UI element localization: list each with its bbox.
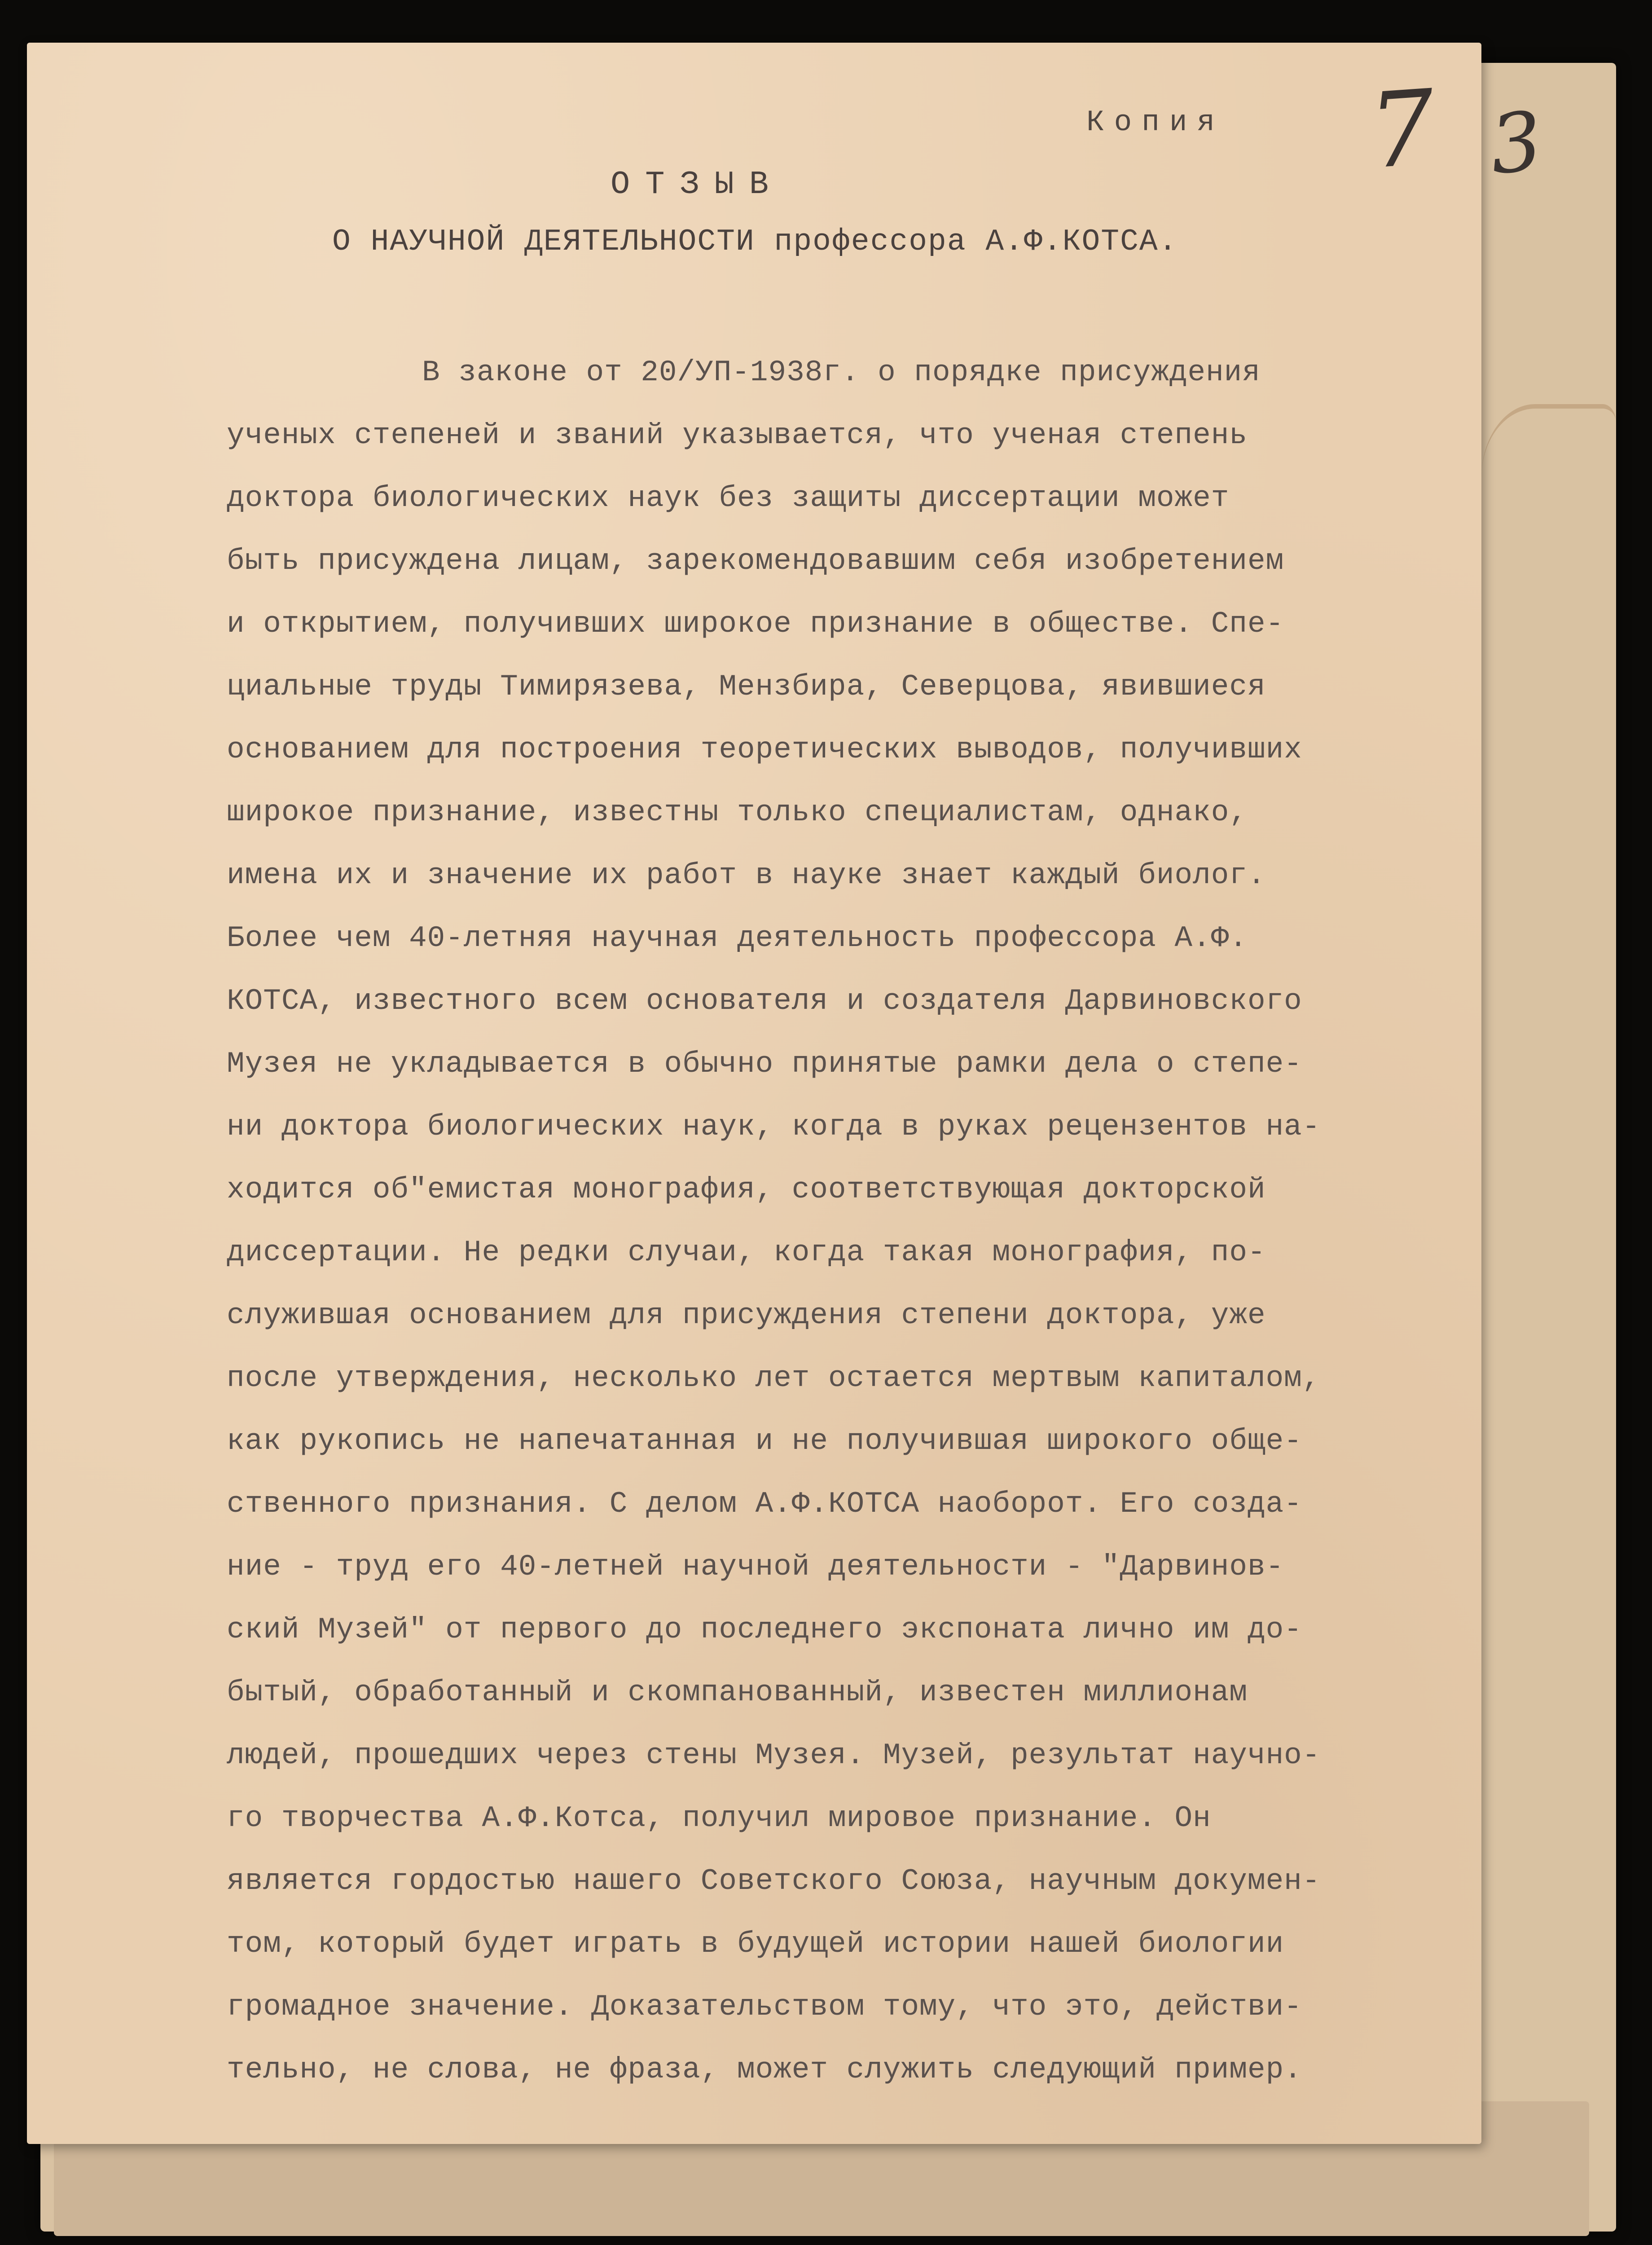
- body-line: КОТСА, известного всем основателя и создателя Дарвиновского: [227, 984, 1302, 1018]
- handwritten-page-number-secondary: 3: [1485, 94, 1547, 193]
- body-line: ственного признания. С делом А.Ф.КОТСА наоборот. Его созда-: [227, 1487, 1302, 1521]
- body-line: го творчества А.Ф.Котса, получил мировое признание. Он: [227, 1801, 1211, 1835]
- body-line: быть присуждена лицам, зарекомендовавшим себя изобретением: [227, 544, 1284, 578]
- copy-mark: Копия: [1086, 106, 1225, 139]
- body-line: циальные труды Тимирязева, Мензбира, Северцова, явившиеся: [227, 670, 1266, 704]
- body-line: ние - труд его 40-летней научной деятельности - "Дарвинов-: [227, 1550, 1284, 1584]
- body-line: ский Музей" от первого до последнего экспоната лично им до-: [227, 1613, 1302, 1646]
- body-line: ходится об"емистая монография, соответствующая докторской: [227, 1173, 1266, 1206]
- body-line: служившая основанием для присуждения степени доктора, уже: [227, 1299, 1266, 1332]
- paper-stain: [1481, 404, 1616, 588]
- body-line: бытый, обработанный и скомпанованный, известен миллионам: [227, 1676, 1248, 1709]
- handwritten-page-number: 7: [1365, 68, 1439, 192]
- body-line: людей, прошедших через стены Музея. Музей, результат научно-: [227, 1739, 1321, 1772]
- body-line: доктора биологических наук без защиты диссертации может: [227, 481, 1230, 515]
- body-line: В законе от 20/УП-1938г. о порядке присуждения: [422, 356, 1261, 389]
- body-line: как рукопись не напечатанная и не получившая широкого обще-: [227, 1424, 1302, 1458]
- body-line: основанием для построения теоретических выводов, получивших: [227, 733, 1302, 766]
- document-body: [227, 341, 1448, 2101]
- body-line: и открытием, получивших широкое признание в обществе. Спе-: [227, 607, 1284, 641]
- body-line: ни доктора биологических наук, когда в руках рецензентов на-: [227, 1110, 1321, 1144]
- body-line: после утверждения, несколько лет остается мертвым капиталом,: [227, 1361, 1321, 1395]
- body-line: Более чем 40-летняя научная деятельность профессора А.Ф.: [227, 921, 1248, 955]
- body-line: тельно, не слова, не фраза, может служить следующий пример.: [227, 2053, 1302, 2087]
- body-line: широкое признание, известны только специалистам, однако,: [227, 796, 1248, 829]
- body-line: Музея не укладывается в обычно принятые рамки дела о степе-: [227, 1047, 1302, 1081]
- body-line: имена их и значение их работ в науке знает каждый биолог.: [227, 858, 1266, 892]
- document-subtitle: О НАУЧНОЙ ДЕЯТЕЛЬНОСТИ профессора А.Ф.КОТСА.: [332, 224, 1178, 259]
- body-line: громадное значение. Доказательством тому, что это, действи-: [227, 1990, 1302, 2024]
- body-line: том, который будет играть в будущей истории нашей биологии: [227, 1927, 1284, 1961]
- body-line: ученых степеней и званий указывается, что ученая степень: [227, 418, 1248, 452]
- body-line: является гордостью нашего Советского Союза, научным докумен-: [227, 1864, 1321, 1898]
- document-title: ОТЗЫВ: [611, 166, 784, 203]
- body-line: диссертации. Не редки случаи, когда такая монография, по-: [227, 1236, 1266, 1269]
